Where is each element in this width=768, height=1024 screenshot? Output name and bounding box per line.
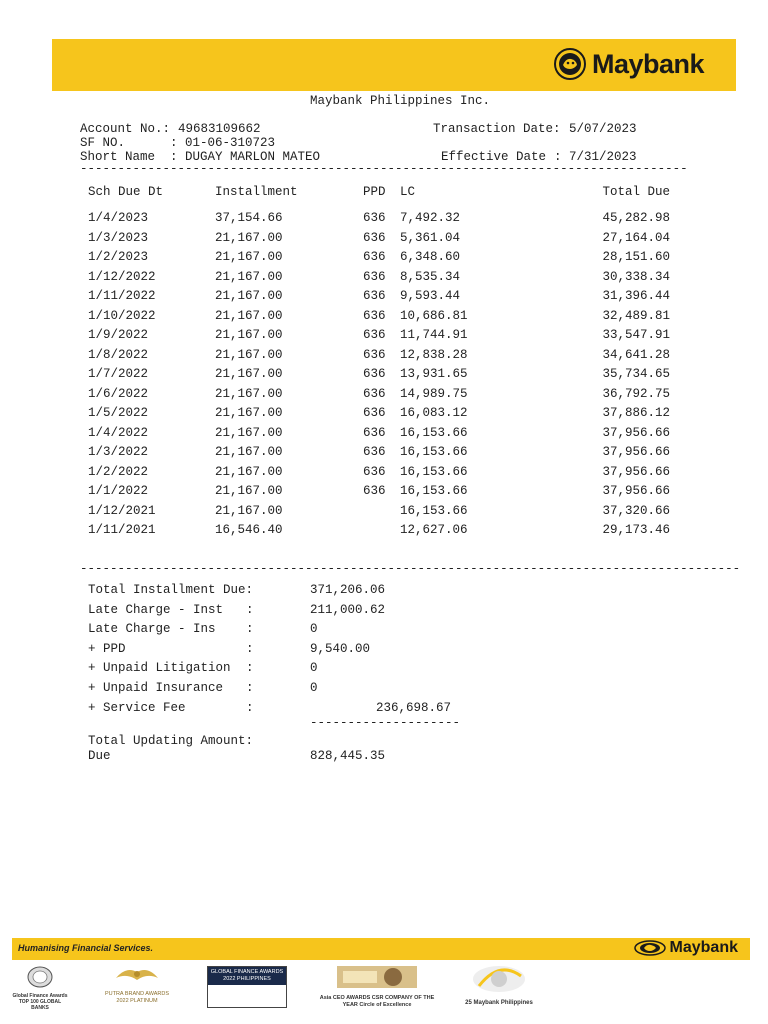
cell-due-date: 1/4/2023 [88, 211, 149, 226]
summary-value: 211,000.62 [310, 602, 386, 617]
cell-lc: 12,838.28 [400, 347, 468, 362]
account-no-label: Account No.: [80, 122, 171, 136]
top-banner [52, 39, 736, 91]
cell-total-due: 27,164.04 [602, 230, 670, 245]
award-1-text: Global Finance Awards TOP 100 GLOBAL BANKS [12, 993, 68, 1011]
dashed-divider-bottom: ---------------------------------------------------------------------------------------- [80, 562, 741, 576]
col-header-installment: Installment [215, 184, 298, 199]
cell-total-due: 37,956.66 [602, 445, 670, 460]
col-header-sch-due-dt: Sch Due Dt [88, 184, 164, 199]
cell-lc: 16,153.66 [400, 445, 468, 460]
footer-bar [12, 938, 750, 960]
account-no-value: 49683109662 [178, 122, 261, 136]
cell-installment: 21,167.00 [215, 250, 283, 265]
cell-lc: 7,492.32 [400, 211, 461, 226]
cell-total-due: 37,956.66 [602, 425, 670, 440]
cell-total-due: 34,641.28 [602, 347, 670, 362]
total-updating-label: Total Updating Amount: [88, 734, 254, 748]
award-3-text: GLOBAL FINANCE AWARDS 2022 PHILIPPINES [208, 967, 286, 985]
summary-colon: : [246, 641, 254, 656]
cell-total-due: 30,338.34 [602, 269, 670, 284]
summary-label: Late Charge - Ins [88, 622, 216, 637]
maybank-logo [554, 48, 704, 80]
effective-date-value: : 7/31/2023 [554, 150, 637, 164]
cell-due-date: 1/8/2022 [88, 347, 149, 362]
cell-due-date: 1/3/2022 [88, 445, 149, 460]
effective-date-label: Effective Date [441, 150, 547, 164]
tiger-emblem-icon [554, 48, 586, 80]
cell-total-due: 29,173.46 [602, 523, 670, 538]
award-putra-brand [102, 964, 172, 1018]
asia-ceo-portrait-icon [337, 964, 417, 990]
award-top-100-global-banks [12, 966, 68, 1018]
col-header-ppd: PPD [363, 184, 386, 199]
transaction-date-value: 5/07/2023 [569, 122, 637, 136]
cell-total-due: 45,282.98 [602, 211, 670, 226]
cell-ppd: 636 [363, 211, 386, 226]
cell-due-date: 1/11/2022 [88, 289, 156, 304]
cell-installment: 37,154.66 [215, 211, 283, 226]
cell-installment: 21,167.00 [215, 484, 283, 499]
summary-value: 9,540.00 [310, 641, 371, 656]
cell-due-date: 1/12/2022 [88, 269, 156, 284]
summary-colon: : [246, 661, 254, 676]
cell-ppd: 636 [363, 367, 386, 382]
cell-ppd: 636 [363, 308, 386, 323]
cell-lc: 16,153.66 [400, 503, 468, 518]
cell-due-date: 1/12/2021 [88, 503, 156, 518]
table-row [88, 326, 670, 346]
awards-strip [12, 962, 750, 1020]
cell-installment: 21,167.00 [215, 464, 283, 479]
cell-total-due: 33,547.91 [602, 328, 670, 343]
summary-label: Late Charge - Inst [88, 602, 224, 617]
table-row [88, 404, 670, 424]
cell-due-date: 1/7/2022 [88, 367, 149, 382]
summary-label: + Unpaid Litigation [88, 661, 231, 676]
table-row [88, 306, 670, 326]
short-name-label: Short Name [80, 150, 156, 164]
table-row [88, 423, 670, 443]
cell-total-due: 37,320.66 [602, 503, 670, 518]
cell-ppd: 636 [363, 269, 386, 284]
table-row [88, 345, 670, 365]
cell-due-date: 1/2/2022 [88, 464, 149, 479]
footer-brand-name: Maybank [669, 939, 738, 956]
award-4-text: Asia CEO AWARDS CSR COMPANY OF THE YEAR Circle of Excellence [319, 995, 435, 1008]
cell-installment: 21,167.00 [215, 289, 283, 304]
cell-installment: 21,167.00 [215, 503, 283, 518]
putra-eagle-icon [114, 964, 160, 986]
award-asia-ceo [312, 964, 442, 1018]
dashed-divider-top: --------------------------------------------------------------------------------- [80, 162, 688, 176]
cell-ppd: 636 [363, 328, 386, 343]
cell-lc: 10,686.81 [400, 308, 468, 323]
cell-ppd: 636 [363, 230, 386, 245]
summary-value: 0 [310, 622, 318, 637]
summary-label: + Service Fee [88, 700, 186, 715]
cell-ppd [363, 501, 400, 521]
col-header-total-due: Total Due [602, 184, 670, 199]
table-row [88, 462, 670, 482]
cell-installment: 21,167.00 [215, 347, 283, 362]
summary-value: 0 [310, 681, 318, 695]
cell-ppd: 636 [363, 464, 386, 479]
table-row [88, 521, 670, 541]
cell-installment: 21,167.00 [215, 386, 283, 401]
sf-no-value: : 01-06-310723 [170, 136, 276, 150]
cell-lc: 16,153.66 [400, 425, 468, 440]
footer-tagline: Humanising Financial Services. [18, 943, 154, 953]
cell-installment: 21,167.00 [215, 308, 283, 323]
tiger-emblem-icon [634, 940, 666, 956]
summary-value: 371,206.06 [310, 583, 386, 597]
cell-total-due: 37,956.66 [602, 464, 670, 479]
cell-total-due: 28,151.60 [602, 250, 670, 265]
cell-lc: 13,931.65 [400, 367, 468, 382]
cell-total-due: 36,792.75 [602, 386, 670, 401]
cell-lc: 5,361.04 [400, 230, 461, 245]
cell-due-date: 1/10/2022 [88, 308, 156, 323]
global-finance-seal-icon [26, 966, 54, 988]
cell-ppd: 636 [363, 386, 386, 401]
cell-total-due: 37,886.12 [602, 406, 670, 421]
cell-due-date: 1/9/2022 [88, 328, 149, 343]
cell-due-date: 1/2/2023 [88, 250, 149, 265]
table-row [88, 209, 670, 229]
cell-total-due: 35,734.65 [602, 367, 670, 382]
table-header-row [88, 182, 670, 202]
transaction-date-label: Transaction Date: [433, 122, 561, 136]
cell-lc: 9,593.44 [400, 289, 461, 304]
cell-due-date: 1/1/2022 [88, 484, 149, 499]
summary-label: + PPD [88, 641, 126, 656]
cell-due-date: 1/3/2023 [88, 230, 149, 245]
short-name-value: : DUGAY MARLON MATEO [170, 150, 321, 164]
cell-ppd: 636 [363, 347, 386, 362]
footer-logo [634, 939, 738, 957]
summary-colon: : [246, 700, 254, 715]
cell-due-date: 1/4/2022 [88, 425, 149, 440]
cell-lc: 12,627.06 [400, 523, 468, 538]
cell-lc: 11,744.91 [400, 328, 468, 343]
table-row [88, 365, 670, 385]
award-5-text: 25 Maybank Philippines [465, 1000, 533, 1006]
cell-ppd: 636 [363, 406, 386, 421]
table-row [88, 228, 670, 248]
cell-ppd: 636 [363, 445, 386, 460]
table-row [88, 384, 670, 404]
cell-installment: 21,167.00 [215, 367, 283, 382]
table-row [88, 287, 670, 307]
total-due-label: Due [88, 749, 111, 763]
award-25-years [454, 964, 544, 1018]
summary-underline: -------------------- [310, 716, 461, 730]
cell-ppd: 636 [363, 250, 386, 265]
cell-installment: 21,167.00 [215, 328, 283, 343]
award-global-finance-2022 [207, 966, 287, 1008]
summary-colon: : [246, 602, 254, 617]
table-row [88, 267, 670, 287]
cell-ppd: 636 [363, 425, 386, 440]
total-due-value: 828,445.35 [310, 749, 386, 763]
schedule-table [88, 182, 670, 540]
cell-ppd: 636 [363, 484, 386, 499]
table-row [88, 501, 670, 521]
cell-installment: 21,167.00 [215, 425, 283, 440]
cell-installment: 21,167.00 [215, 230, 283, 245]
cell-ppd [363, 521, 400, 541]
cell-due-date: 1/6/2022 [88, 386, 149, 401]
summary-colon: : [246, 681, 254, 695]
cell-installment: 16,546.40 [215, 523, 283, 538]
brand-name: Maybank [591, 48, 704, 79]
cell-lc: 6,348.60 [400, 250, 461, 265]
cell-lc: 16,153.66 [400, 484, 468, 499]
table-row [88, 248, 670, 268]
cell-due-date: 1/5/2022 [88, 406, 149, 421]
schedule-body [88, 209, 670, 541]
cell-installment: 21,167.00 [215, 269, 283, 284]
cell-due-date: 1/11/2021 [88, 523, 156, 538]
anniversary-25-icon [469, 964, 529, 994]
cell-total-due: 31,396.44 [602, 289, 670, 304]
award-2-text: PUTRA BRAND AWARDS 2022 PLATINUM [104, 991, 170, 1004]
summary-label: + Unpaid Insurance [88, 681, 224, 695]
col-header-lc: LC [400, 184, 416, 199]
table-row [88, 482, 670, 502]
cell-installment: 21,167.00 [215, 445, 283, 460]
summary-colon: : [246, 622, 254, 637]
summary-label: Total Installment Due: [88, 583, 254, 597]
company-name: Maybank Philippines Inc. [310, 94, 491, 108]
cell-lc: 14,989.75 [400, 386, 468, 401]
cell-total-due: 37,956.66 [602, 484, 670, 499]
cell-lc: 16,153.66 [400, 464, 468, 479]
cell-lc: 8,535.34 [400, 269, 461, 284]
cell-lc: 16,083.12 [400, 406, 468, 421]
summary-value: 0 [310, 661, 318, 676]
summary-value: 236,698.67 [376, 700, 452, 715]
table-row [88, 443, 670, 463]
cell-ppd: 636 [363, 289, 386, 304]
cell-installment: 21,167.00 [215, 406, 283, 421]
sf-no-label: SF NO. [80, 136, 126, 150]
cell-total-due: 32,489.81 [602, 308, 670, 323]
